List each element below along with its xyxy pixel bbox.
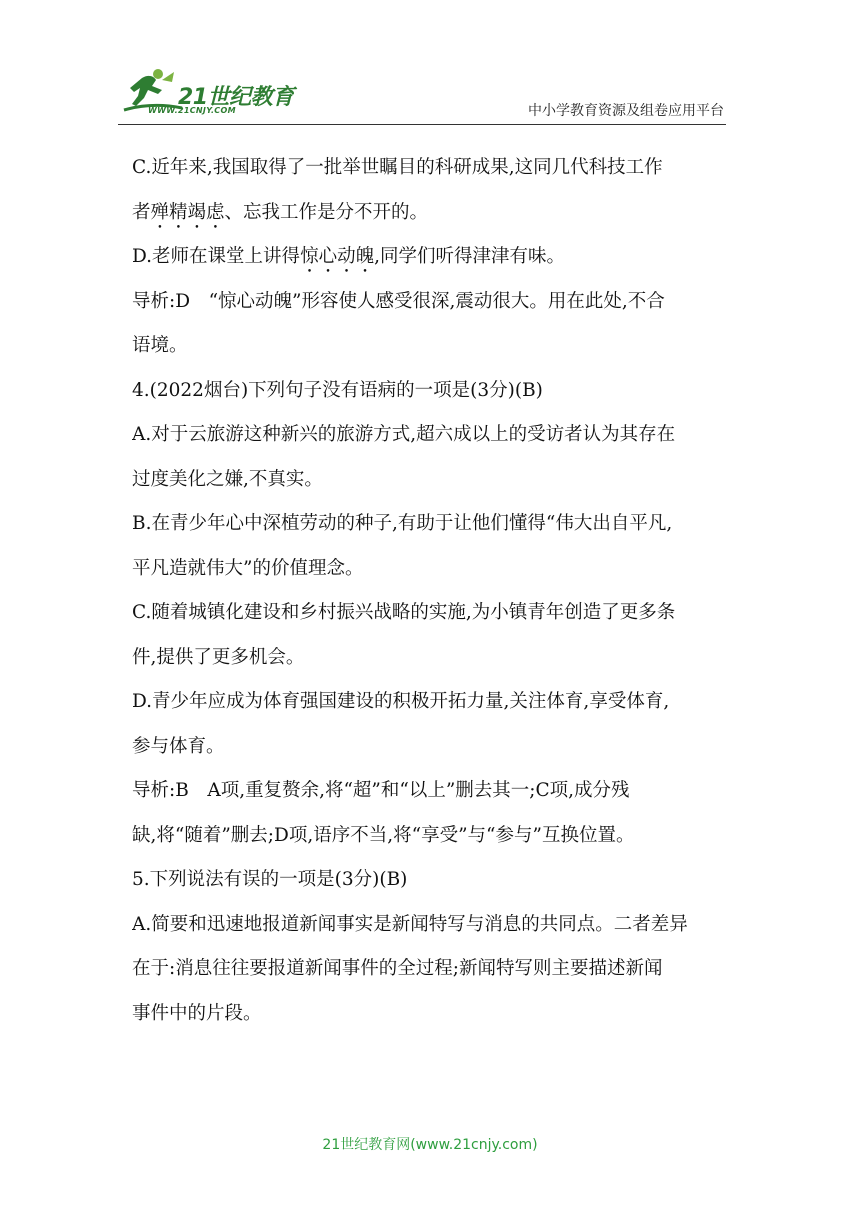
- platform-title: 中小学教育资源及组卷应用平台: [528, 103, 724, 119]
- text-line: 导析:B A项,重复赘余,将“超”和“以上”删去其一;C项,成分残: [132, 780, 630, 801]
- text-line: 参与体育。: [132, 735, 225, 757]
- text-line: 事件中的片段。: [132, 1002, 262, 1024]
- text-line: C.近年来,我国取得了一批举世瞩目的科研成果,这同几代科技工作: [132, 157, 663, 178]
- text-line: 5.下列说法有误的一项是(3分)(B): [132, 869, 408, 890]
- text-line: 在于:消息往往要报道新闻事件的全过程;新闻特写则主要描述新闻: [132, 958, 663, 979]
- document-body: [132, 146, 732, 1036]
- text-line: 缺,将“随着”删去;D项,语序不当,将“享受”与“参与”互换位置。: [132, 824, 635, 846]
- text-segment: D.老师在课堂上讲得: [132, 246, 301, 267]
- footer-link[interactable]: 21世纪教育网(www.21cnjy.com): [322, 1137, 538, 1153]
- text-line: [132, 235, 732, 280]
- text-line: A.简要和迅速地报道新闻事实是新闻特写与消息的共同点。二者差异: [132, 913, 688, 935]
- emphasized-phrase: 殚精竭虑: [150, 201, 225, 223]
- text-line: A.对于云旅游这种新兴的旅游方式,超六成以上的受访者认为其存在: [132, 424, 676, 445]
- page-header: [118, 60, 726, 125]
- text-line: [132, 191, 732, 236]
- text-segment: 、忘我工作是分不开的。: [224, 201, 429, 223]
- text-line: C.随着城镇化建设和乡村振兴战略的实施,为小镇青年创造了更多条: [132, 602, 676, 623]
- text-segment: 者: [132, 201, 151, 223]
- logo-url: WWW.21CNJY.COM: [148, 106, 236, 115]
- text-line: D.青少年应成为体育强国建设的积极开拓力量,关注体育,享受体育,: [132, 691, 670, 712]
- text-line: 过度美化之嫌,不真实。: [132, 468, 323, 490]
- text-line: 导析:D “惊心动魄”形容使人感受很深,震动很大。用在此处,不合: [132, 290, 665, 312]
- text-line: 平凡造就伟大”的价值理念。: [132, 557, 364, 579]
- text-segment: ,同学们听得津津有味。: [374, 246, 565, 267]
- text-line: B.在青少年心中深植劳动的种子,有助于让他们懂得“伟大出自平凡,: [132, 513, 673, 534]
- logo-text: 21世纪教育: [178, 85, 294, 110]
- logo: [122, 66, 302, 118]
- text-line: 4.(2022烟台)下列句子没有语病的一项是(3分)(B): [132, 379, 543, 401]
- text-line: 语境。: [132, 335, 188, 356]
- emphasized-phrase: 惊心动魄: [300, 246, 375, 267]
- text-line: 件,提供了更多机会。: [132, 646, 305, 668]
